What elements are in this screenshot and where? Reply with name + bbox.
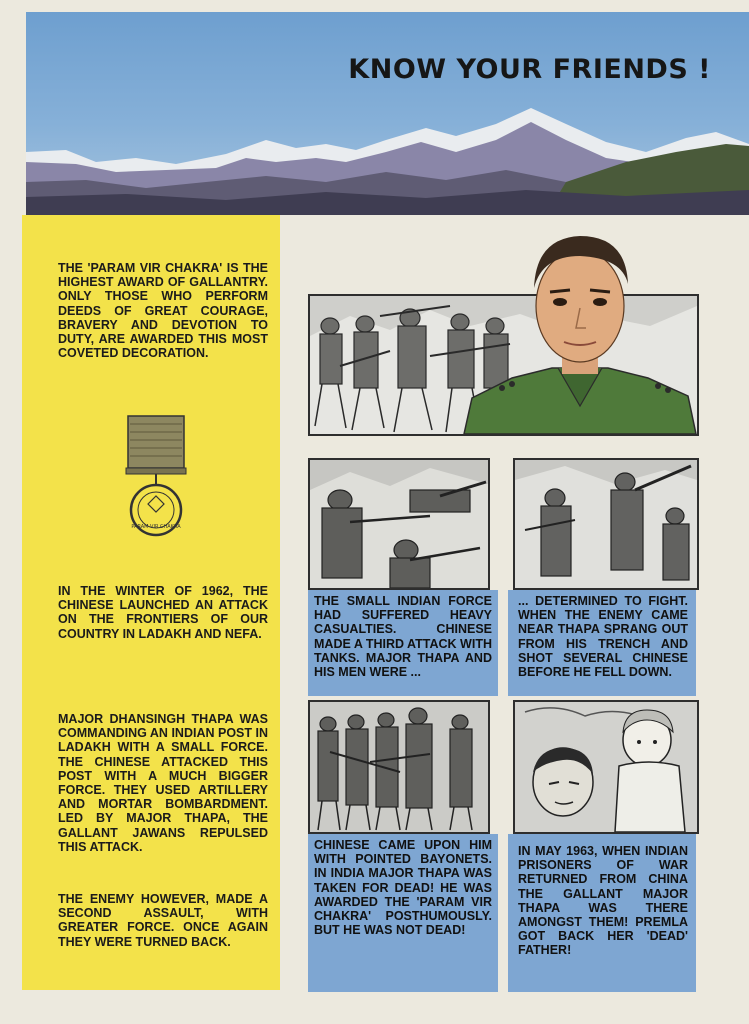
mountain-range-illustration bbox=[26, 12, 749, 215]
caption-may-1963-text: IN MAY 1963, WHEN INDIAN PRISONERS OF WAR RETURNED FROM CHINA THE GALLANT MAJOR THAPA WAS THERE AMONGST THEM! PREMLA GOT BACK HER 'DEAD' FATHER! bbox=[518, 844, 688, 958]
thapa-post-text bbox=[58, 712, 268, 854]
caption-small-force bbox=[308, 590, 498, 696]
header-banner bbox=[26, 12, 749, 215]
intro-paragraph: THE 'PARAM VIR CHAKRA' IS THE HIGHEST AWARD OF GALLANTRY. ONLY THOSE WHO PERFORM DEEDS OF GREAT COURAGE, BRAVERY AND DEVOTION TO DUTY, ARE AWARDED THIS MOST COVETED DECORATION. bbox=[58, 261, 268, 361]
thapa-post-paragraph: MAJOR DHANSINGH THAPA WAS COMMANDING AN INDIAN POST IN LADAKH WITH A SMALL FORCE. THE CHINESE ATTACKED THIS POST WITH A MUCH BIGGER FORCE. THEY USED ARTILLERY AND MORTAR BOMBARDMENT. LED BY MAJOR THAPA, THE GALLANT JAWANS REPULSED THIS ATTACK. bbox=[58, 712, 268, 854]
major-thapa-portrait bbox=[462, 218, 698, 438]
caption-bayonets bbox=[308, 834, 498, 992]
intro-text bbox=[58, 261, 268, 360]
caption-small-force-text: THE SMALL INDIAN FORCE HAD SUFFERED HEAVY CASUALTIES. CHINESE MADE A THIRD ATTACK WITH TANKS. MAJOR THAPA AND HIS MEN WERE ... bbox=[314, 594, 492, 680]
winter-1962-text bbox=[58, 584, 268, 641]
second-assault-text bbox=[58, 892, 268, 949]
comic-panel-bayonets bbox=[308, 700, 490, 834]
caption-determined bbox=[508, 590, 696, 696]
caption-may-1963 bbox=[508, 834, 696, 992]
comic-panel-reunion bbox=[513, 700, 699, 834]
comic-panel-tanks bbox=[308, 458, 490, 590]
second-assault-paragraph: THE ENEMY HOWEVER, MADE A SECOND ASSAULT, WITH GREATER FORCE. ONCE AGAIN THEY WERE TURNED BACK. bbox=[58, 892, 268, 949]
param-vir-chakra-medal bbox=[118, 412, 198, 546]
winter-1962-paragraph: IN THE WINTER OF 1962, THE CHINESE LAUNCHED AN ATTACK ON THE FRONTIERS OF OUR COUNTRY IN LADAKH AND NEFA. bbox=[58, 584, 268, 641]
medal-inscription: PARAM VIR CHAKRA bbox=[131, 524, 181, 530]
caption-bayonets-text: CHINESE CAME UPON HIM WITH POINTED BAYONETS. IN INDIA MAJOR THAPA WAS TAKEN FOR DEAD! HE WAS AWARDED THE 'PARAM VIR CHAKRA' POSTHUMOUSLY. BUT HE WAS NOT DEAD! bbox=[314, 838, 492, 938]
page-title: KNOW YOUR FRIENDS ! bbox=[348, 54, 711, 85]
comic-panel-trench-fight bbox=[513, 458, 699, 590]
caption-determined-text: ... DETERMINED TO FIGHT. WHEN THE ENEMY CAME NEAR THAPA SPRANG OUT FROM HIS TRENCH AND SHOT SEVERAL CHINESE BEFORE HE FELL DOWN. bbox=[518, 594, 688, 680]
